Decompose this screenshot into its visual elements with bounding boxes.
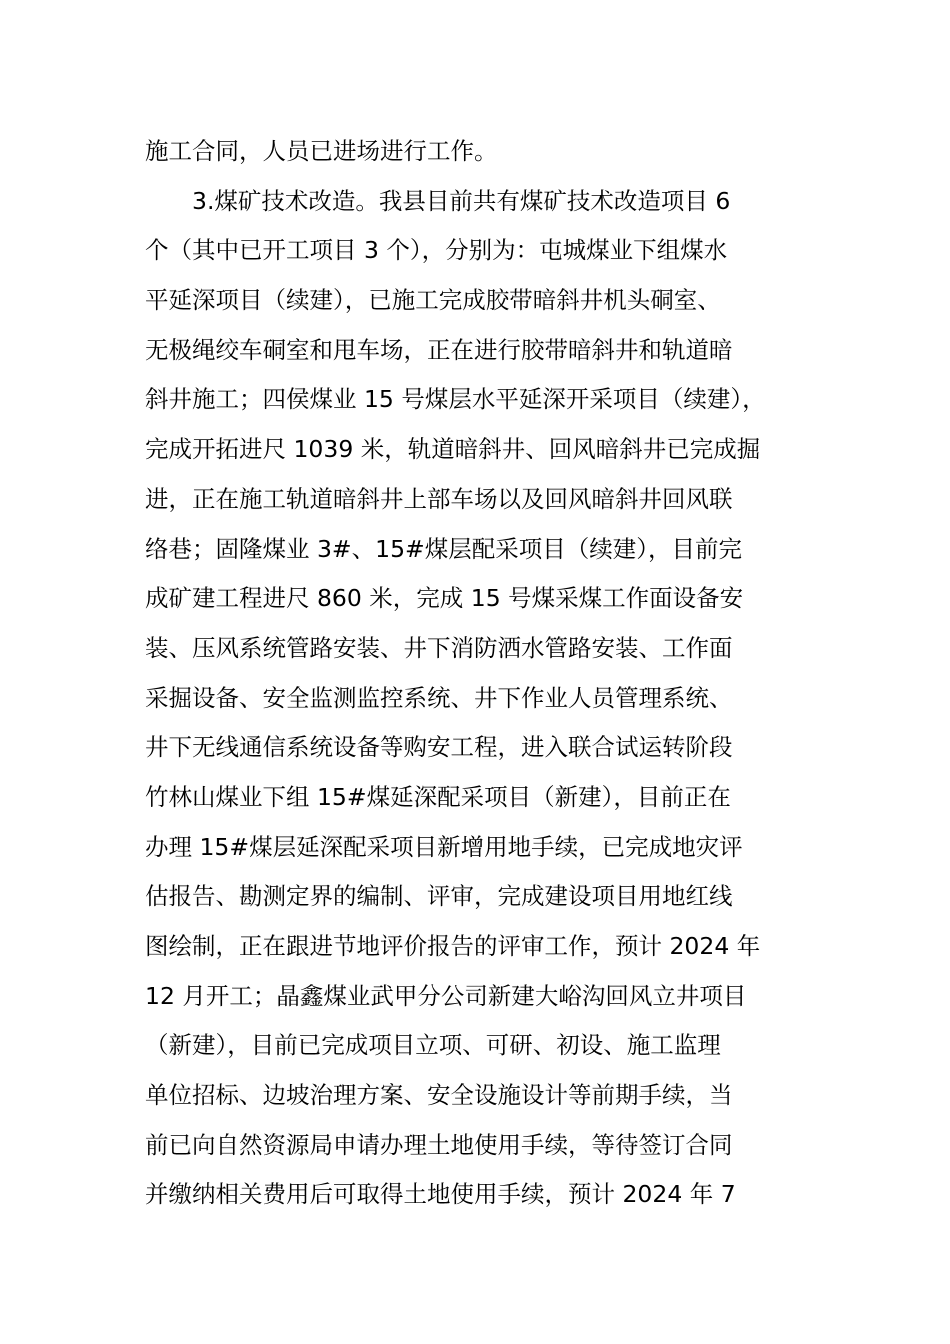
text-line: 个（其中已开工项目 3 个），分别为：屯城煤业下组煤水 <box>145 236 728 265</box>
text-line: 3.煤矿技术改造。我县目前共有煤矿技术改造项目 6 <box>192 186 731 215</box>
text-line: （新建），目前已完成项目立项、可研、初设、施工监理 <box>145 1031 721 1060</box>
text-line: 施工合同，人员已进场进行工作。 <box>145 137 498 165</box>
text-line: 成矿建工程进尺 860 米，完成 15 号煤采煤工作面设备安 <box>145 584 744 613</box>
text-line: 进，正在施工轨道暗斜井上部车场以及回风暗斜井回风联 <box>145 484 733 513</box>
text-line: 竹林山煤业下组 15#煤延深配采项目（新建），目前正在 <box>145 782 731 811</box>
text-line: 络巷；固隆煤业 3#、15#煤层配采项目（续建），目前完 <box>145 534 742 563</box>
text-line: 办理 15#煤层延深配采项目新增用地手续，已完成地灾评 <box>145 832 743 861</box>
text-line: 12 月开工；晶鑫煤业武甲分公司新建大峪沟回风立井项目 <box>145 981 747 1010</box>
body-text <box>145 127 825 1220</box>
text-line: 装、压风系统管路安装、井下消防洒水管路安装、工作面 <box>145 633 733 662</box>
text-line: 采掘设备、安全监测监控系统、井下作业人员管理系统、 <box>145 683 733 712</box>
text-line: 完成开拓进尺 1039 米，轨道暗斜井、回风暗斜井已完成掘 <box>145 435 761 464</box>
text-line: 前已向自然资源局申请办理土地使用手续，等待签订合同 <box>145 1130 733 1159</box>
text-line: 平延深项目（续建），已施工完成胶带暗斜井机头硐室、 <box>145 286 721 315</box>
text-line: 图绘制，正在跟进节地评价报告的评审工作，预计 2024 年 <box>145 932 761 960</box>
text-line: 井下无线通信系统设备等购安工程，进入联合试运转阶段 <box>145 733 733 762</box>
text-line: 估报告、勘测定界的编制、评审，完成建设项目用地红线 <box>145 882 733 911</box>
text-line: 斜井施工；四侯煤业 15 号煤层水平延深开采项目（续建）， <box>145 385 766 414</box>
text-line: 单位招标、边坡治理方案、安全设施设计等前期手续，当 <box>145 1081 733 1110</box>
text-line: 无极绳绞车硐室和甩车场，正在进行胶带暗斜井和轨道暗 <box>145 335 733 364</box>
text-line: 并缴纳相关费用后可取得土地使用手续，预计 2024 年 7 <box>145 1180 736 1209</box>
